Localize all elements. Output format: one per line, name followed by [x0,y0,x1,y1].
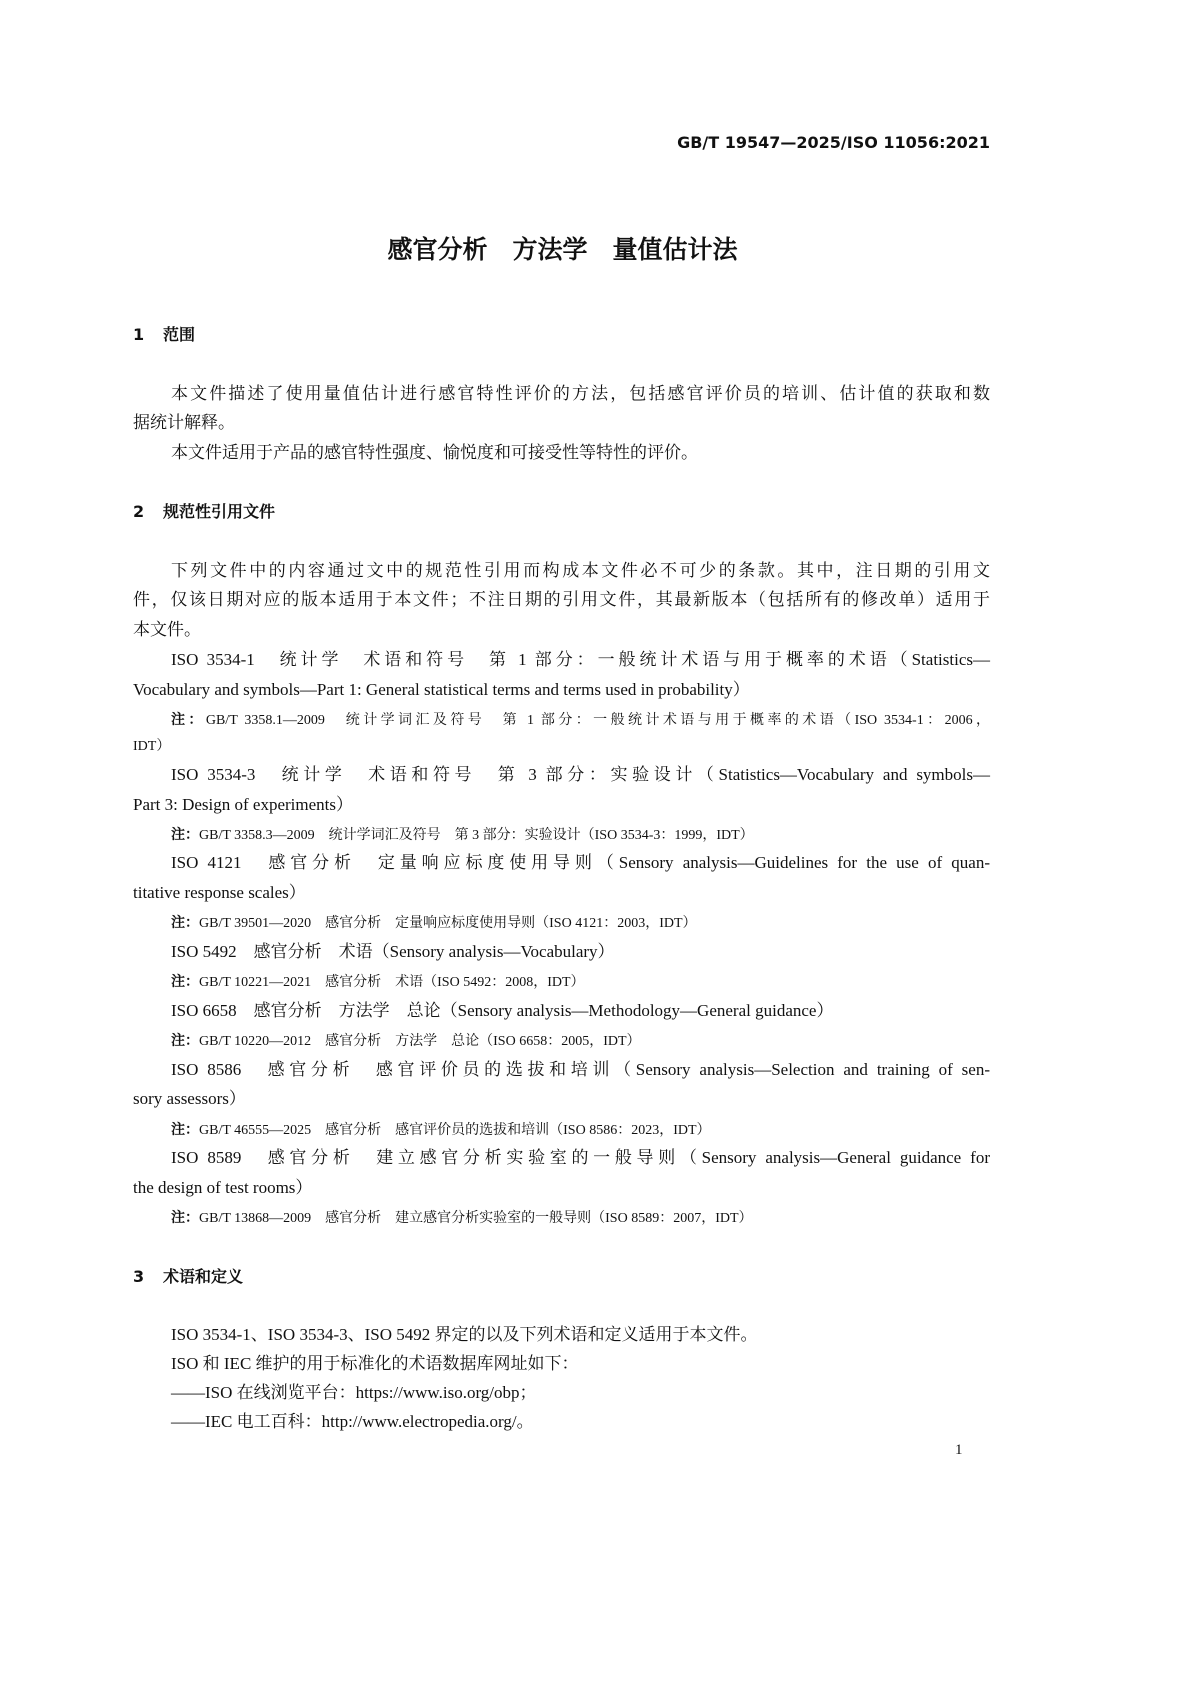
note-label: 注： [171,712,206,728]
list-item: ——IEC 电工百科：http://www.electropedia.org/。 [171,1412,534,1431]
section-title: 术语和定义 [163,1267,244,1286]
section-title: 规范性引用文件 [163,502,276,521]
section-2-heading [133,502,990,522]
note-label: 注： [171,974,199,990]
document-title: 感官分析 方法学 量值估计法 [387,235,738,264]
reference-line: ISO 4121 感官分析 定量响应标度使用导则（Sensory analysis—Guidelines for the use of quan- [171,853,990,872]
reference-note [171,1120,990,1141]
reference-note: IDT） [133,739,171,754]
reference-line: ISO 3534-3 统计学 术语和符号 第 3 部分：实验设计（Statistics—Vocabulary and symbols— [171,765,990,784]
reference-note [171,1031,990,1052]
note-label: 注： [171,827,199,843]
section-title: 范围 [163,325,196,344]
reference-note [171,1208,990,1229]
list-item: ——ISO 在线浏览平台：https://www.iso.org/obp； [171,1383,537,1402]
reference-line: titative response scales） [133,883,306,902]
paragraph-line: ISO 3534-1、ISO 3534-3、ISO 5492 界定的以及下列术语和定义适用于本文件。 [171,1325,758,1344]
reference-line: sory assessors） [133,1089,246,1108]
reference-line: ISO 5492 感官分析 术语（Sensory analysis—Vocabulary） [171,942,615,961]
reference-line: Part 3: Design of experiments） [133,795,354,814]
note-label: 注： [171,1033,199,1049]
paragraph-line: ISO 和 IEC 维护的用于标准化的术语数据库网址如下： [171,1354,579,1373]
reference-line: ISO 3534-1 统计学 术语和符号 第 1 部分：一般统计术语与用于概率的术语（Statistics— [171,650,990,669]
note-text: GB/T 3358.1—2009 统计学词汇及符号 第 1 部分：一般统计术语与用于概率的术语（ISO 3534-1：2006， [205,713,991,728]
standard-id: GB/T 19547—2025/ISO 11056:2021 [677,133,990,152]
reference-line: ISO 6658 感官分析 方法学 总论（Sensory analysis—Methodology—General guidance） [171,1001,834,1020]
section-number: 3 [133,1267,145,1286]
reference-note [171,972,990,993]
page-number: 1 [955,1442,963,1458]
reference-line: ISO 8589 感官分析 建立感官分析实验室的一般导则（Sensory analysis—General guidance for [171,1148,990,1167]
reference-line: Vocabulary and symbols—Part 1: General statistical terms and terms used in probability） [133,680,750,699]
reference-note [171,710,990,731]
note-text: GB/T 39501—2020 感官分析 定量响应标度使用导则（ISO 4121：2003，IDT） [199,916,697,931]
reference-note [171,825,990,846]
note-label: 注： [171,1210,199,1226]
section-number: 1 [133,325,145,344]
section-3-heading [133,1267,990,1287]
reference-line: the design of test rooms） [133,1178,313,1197]
paragraph-line: 本文件描述了使用量值估计进行感官特性评价的方法，包括感官评价员的培训、估计值的获取和数 [171,384,990,403]
note-text: GB/T 10220—2012 感官分析 方法学 总论（ISO 6658：2005，IDT） [199,1034,641,1049]
note-label: 注： [171,915,199,931]
reference-line: ISO 8586 感官分析 感官评价员的选拔和培训（Sensory analysis—Selection and training of sen- [171,1060,990,1079]
section-1-heading [133,325,990,345]
note-text: GB/T 46555—2025 感官分析 感官评价员的选拔和培训（ISO 8586：2023，IDT） [199,1123,711,1138]
note-label: 注： [171,1122,199,1138]
note-text: GB/T 10221—2021 感官分析 术语（ISO 5492：2008，IDT） [199,975,585,990]
paragraph-line: 件，仅该日期对应的版本适用于本文件；不注日期的引用文件，其最新版本（包括所有的修改单）适用于 [133,590,990,609]
note-text: GB/T 3358.3—2009 统计学词汇及符号 第 3 部分：实验设计（ISO 3534-3：1999，IDT） [199,828,754,843]
section-number: 2 [133,502,145,521]
paragraph-line: 本文件适用于产品的感官特性强度、愉悦度和可接受性等特性的评价。 [171,443,698,462]
paragraph-line: 下列文件中的内容通过文中的规范性引用而构成本文件必不可少的条款。其中，注日期的引用文 [171,561,990,580]
reference-note [171,913,990,934]
note-text: GB/T 13868—2009 感官分析 建立感官分析实验室的一般导则（ISO 8589：2007，IDT） [199,1211,753,1226]
paragraph-line: 本文件。 [133,620,201,639]
paragraph-line: 据统计解释。 [133,413,235,432]
